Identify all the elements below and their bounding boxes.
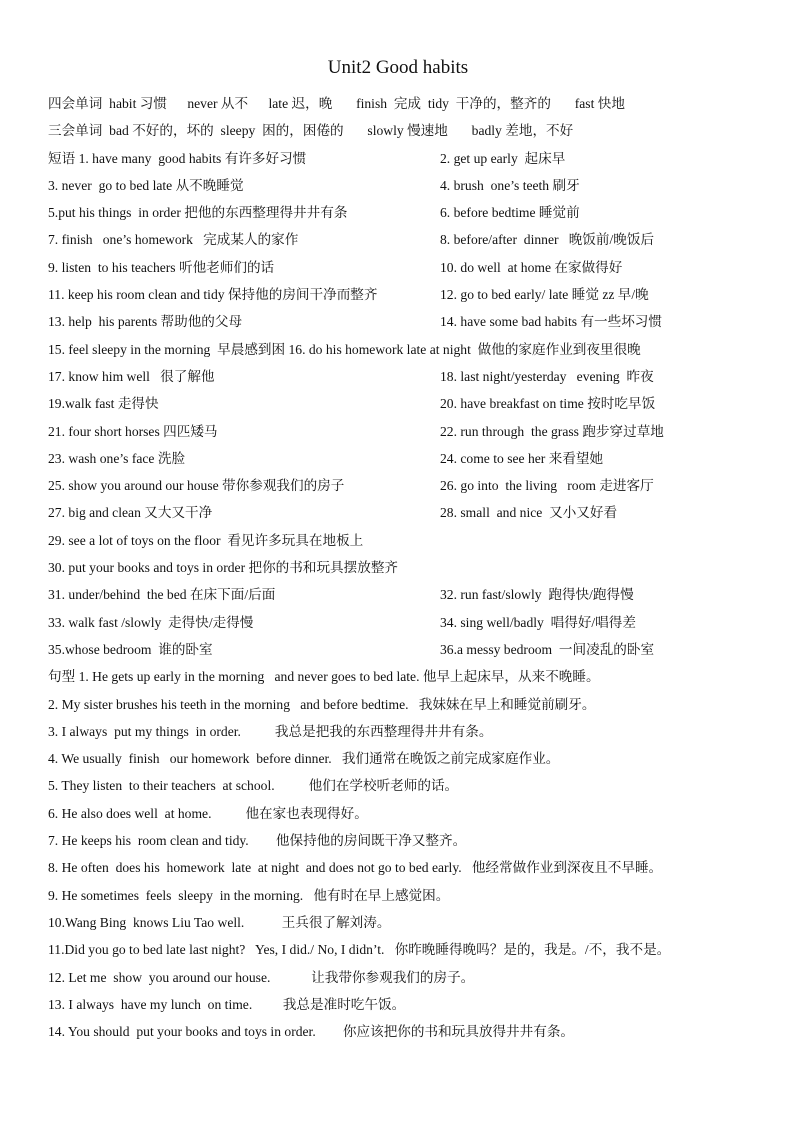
sentence-row: 10.Wang Bing knows Liu Tao well. 王兵很了解刘涛。 [48, 914, 391, 930]
document-title: Unit2 Good habits [327, 57, 469, 78]
phrase-right: 2. get up early 起床早 [440, 150, 566, 166]
sentence-row: 句型 1. He gets up early in the morning and never goes to bed late. 他早上起床早，从来不晚睡。 [48, 669, 600, 685]
sentence-row: 12. Let me show you around our house. 让我带你参观我们的房子。 [48, 969, 475, 985]
phrase-right: 26. go into the living room 走进客厅 [440, 478, 654, 494]
phrase-right: 20. have breakfast on time 按时吃早饭 [440, 396, 656, 412]
phrase-row [48, 336, 748, 363]
phrase-right: 28. small and nice 又小又好看 [440, 505, 618, 521]
phrase-right: 10. do well at home 在家做得好 [440, 259, 623, 275]
phrase-left: 7. finish one’s homework 完成某人的家作 [48, 232, 299, 248]
phrase-right: 36.a messy bedroom 一间凌乱的卧室 [440, 641, 655, 657]
phrase-row [48, 609, 748, 636]
sentence-row: 9. He sometimes feels sleepy in the morning. 他有时在早上感觉困。 [48, 887, 450, 903]
phrase-right: 22. run through the grass 跑步穿过草地 [440, 423, 664, 439]
phrase-left: 15. feel sleepy in the morning 早晨感到困 16. do his homework late at night 做他的家庭作业到夜里很晚 [48, 341, 641, 357]
phrase-right: 6. before bedtime 睡觉前 [440, 205, 580, 221]
sentence-row: 6. He also does well at home. 他在家也表现得好。 [48, 805, 368, 821]
phrase-row [48, 445, 748, 472]
phrase-left: 25. show you around our house 带你参观我们的房子 [48, 478, 345, 494]
phrase-left: 29. see a lot of toys on the floor 看见许多玩具在地板上 [48, 532, 364, 548]
phrase-list [48, 145, 748, 664]
phrase-right: 12. go to bed early/ late 睡觉 zz 早/晚 [440, 287, 649, 303]
phrase-row [48, 499, 748, 526]
phrase-right: 34. sing well/badly 唱得好/唱得差 [440, 614, 636, 630]
phrase-left: 13. help his parents 帮助他的父母 [48, 314, 243, 330]
phrase-row [48, 226, 748, 253]
phrase-right: 24. come to see her 来看望她 [440, 450, 604, 466]
phrase-right: 8. before/after dinner 晚饭前/晚饭后 [440, 232, 655, 248]
vocab-three-skill-text: 三会单词 bad 不好的，坏的 sleepy 困的，困倦的 slowly 慢速地 badly 差地，不好 [48, 123, 574, 139]
sentence-row: 3. I always put my things in order. 我总是把我的东西整理得井井有条。 [48, 723, 493, 739]
phrase-row [48, 472, 748, 499]
document [48, 56, 748, 1045]
phrase-left: 21. four short horses 四匹矮马 [48, 423, 218, 439]
phrase-row [48, 527, 748, 554]
phrase-right: 4. brush one’s teeth 刷牙 [440, 177, 580, 193]
phrase-left: 27. big and clean 又大又干净 [48, 505, 213, 521]
phrase-row [48, 390, 748, 417]
sentence-row: 8. He often does his homework late at night and does not go to bed early. 他经常做作业到深夜且不早睡。 [48, 860, 663, 876]
phrase-row [48, 172, 748, 199]
phrase-left: 31. under/behind the bed 在床下面/后面 [48, 587, 276, 603]
sentence-row: 11.Did you go to bed late last night? Yes, I did./ No, I didn’t. 你昨晚睡得晚吗？是的，我是。/不，我不是。 [48, 942, 671, 958]
phrase-right: 32. run fast/slowly 跑得快/跑得慢 [440, 587, 634, 603]
phrase-left: 35.whose bedroom 谁的卧室 [48, 641, 213, 657]
vocab-four-skill [48, 90, 748, 117]
phrase-left: 17. know him well 很了解他 [48, 368, 215, 384]
sentence-list [48, 663, 748, 1045]
phrase-row [48, 308, 748, 335]
phrase-right: 14. have some bad habits 有一些坏习惯 [440, 314, 662, 330]
phrase-left: 19.walk fast 走得快 [48, 396, 159, 412]
sentence-row: 4. We usually finish our homework before dinner. 我们通常在晚饭之前完成家庭作业。 [48, 751, 560, 767]
phrase-left: 3. never go to bed late 从不晚睡觉 [48, 177, 244, 193]
phrase-left: 33. walk fast /slowly 走得快/走得慢 [48, 614, 254, 630]
phrase-row [48, 418, 748, 445]
phrase-left: 短语 1. have many good habits 有许多好习惯 [48, 150, 307, 166]
phrase-row [48, 199, 748, 226]
phrase-left: 30. put your books and toys in order 把你的书和玩具摆放整齐 [48, 560, 399, 576]
phrase-left: 5.put his things in order 把他的东西整理得井井有条 [48, 205, 348, 221]
phrase-left: 9. listen to his teachers 听他老师们的话 [48, 259, 275, 275]
vocab-three-skill [48, 117, 748, 144]
vocab-four-skill-text: 四会单词 habit 习惯 never 从不 late 迟，晚 finish 完成 tidy 干净的，整齐的 fast 快地 [48, 96, 625, 111]
sentence-row: 2. My sister brushes his teeth in the morning and before bedtime. 我妹妹在早上和睡觉前刷牙。 [48, 696, 596, 712]
phrase-row [48, 636, 748, 663]
phrase-row [48, 254, 748, 281]
phrase-left: 11. keep his room clean and tidy 保持他的房间干净而整齐 [48, 287, 378, 303]
phrase-row [48, 554, 748, 581]
phrase-row [48, 281, 748, 308]
sentence-row: 7. He keeps his room clean and tidy. 他保持他的房间既干净又整齐。 [48, 833, 467, 849]
phrase-left: 23. wash one’s face 洗脸 [48, 450, 186, 466]
sentence-row: 5. They listen to their teachers at school. 他们在学校听老师的话。 [48, 778, 459, 794]
phrase-right: 18. last night/yesterday evening 昨夜 [440, 368, 654, 384]
phrase-row [48, 581, 748, 608]
sentence-row: 13. I always have my lunch on time. 我总是准时吃午饭。 [48, 996, 406, 1012]
phrase-row [48, 363, 748, 390]
sentence-row: 14. You should put your books and toys in order. 你应该把你的书和玩具放得井井有条。 [48, 1024, 575, 1040]
phrase-row [48, 145, 748, 172]
